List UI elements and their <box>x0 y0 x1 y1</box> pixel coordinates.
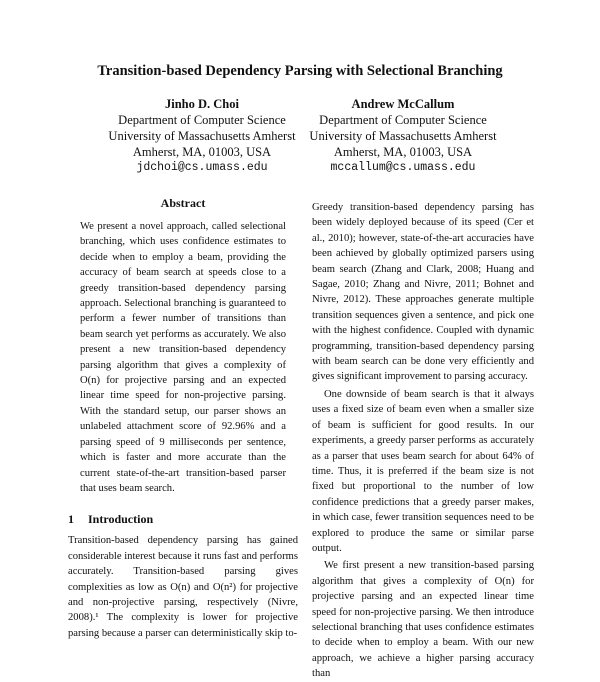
author-email: mccallum@cs.umass.edu <box>330 161 476 174</box>
author-department: Department of Computer Science <box>118 113 286 127</box>
section-number: 1 <box>68 512 74 527</box>
section-title: Introduction <box>88 512 154 527</box>
author-address: Amherst, MA, 01003, USA <box>333 145 473 159</box>
author-name: Andrew McCallum <box>351 97 455 111</box>
body-paragraph-2: One downside of beam search is that it always uses a fixed size of beam even when a smaller size of beam is sufficient for good results. In our experiments, a greedy parser performs as accurately as a parser that uses beam search for about 64% of time. Thus, it is preferred if the beam size is not fixed but proportional to the number of low confidence predictions that a greedy parser makes, in which case, fewer transition sequences need to be explored to produce the same or similar parse output. <box>312 388 534 554</box>
section-heading-introduction <box>68 512 298 527</box>
author-block-2 <box>283 96 523 176</box>
abstract-text: We present a novel approach, called selectional branching, which uses confidence estimates to decide when to employ a beam, providing the accuracy of beam search at speeds close to a greedy transition-based dependency parsing approach. Selectional branching is guaranteed to perform a fewer number of transitions than beam search yet performs as accurately. We also present a new transition-based dependency parsing algorithm that gives a complexity of O(n) for projective parsing and an expected linear time speed for non-projective parsing. With the standard setup, our parser shows an unlabeled attachment score of 92.96% and a parsing speed of 9 milliseconds per sentence, which is faster and more accurate than the current state-of-the-art transition-based parser that uses beam search. <box>80 221 286 494</box>
author-university: University of Massachusetts Amherst <box>108 129 296 143</box>
intro-paragraph: Transition-based dependency parsing has gained considerable interest because it runs fast and performs accurately. Transition-based parsing gives complexities as low as O(n) and O(n²) for projective and non-projective parsing, respectively (Nivre, 2008).¹ The complexity is lower for projective parsing because a parser can deterministically skip to- <box>68 535 298 639</box>
author-address: Amherst, MA, 01003, USA <box>132 145 272 159</box>
left-column <box>68 196 298 641</box>
author-university: University of Massachusetts Amherst <box>309 129 497 143</box>
body-paragraph-3: We first present a new transition-based parsing algorithm that gives a complexity of O(n) for projective parsing and an expected linear time speed for non-projective parsing. We then introduce selectional branching that uses confidence estimates to decide when to employ a beam. With our new approach, we achieve a higher parsing accuracy than <box>312 560 534 680</box>
abstract-heading: Abstract <box>160 196 206 210</box>
author-department: Department of Computer Science <box>319 113 487 127</box>
body-paragraph-1: Greedy transition-based dependency parsing has been widely deployed because of its speed (Cer et al., 2010); however, state-of-the-art accuracies have been achieved by globally optimized parsers using beam search (Zhang and Clark, 2008; Huang and Sagae, 2010; Zhang and Nivre, 2011; Bohnet and Nivre, 2012). These approaches generate multiple transition sequences given a sentence, and pick one with the highest confidence. Coupled with dynamic programming, transition-based dependency parsing with beam search can be done very efficiently and gives significant improvement to parsing accuracy. <box>312 202 534 383</box>
author-name: Jinho D. Choi <box>165 97 239 111</box>
author-email: jdchoi@cs.umass.edu <box>136 161 268 174</box>
right-column <box>312 200 534 682</box>
paper-title: Transition-based Dependency Parsing with Selectional Branching <box>97 63 503 79</box>
